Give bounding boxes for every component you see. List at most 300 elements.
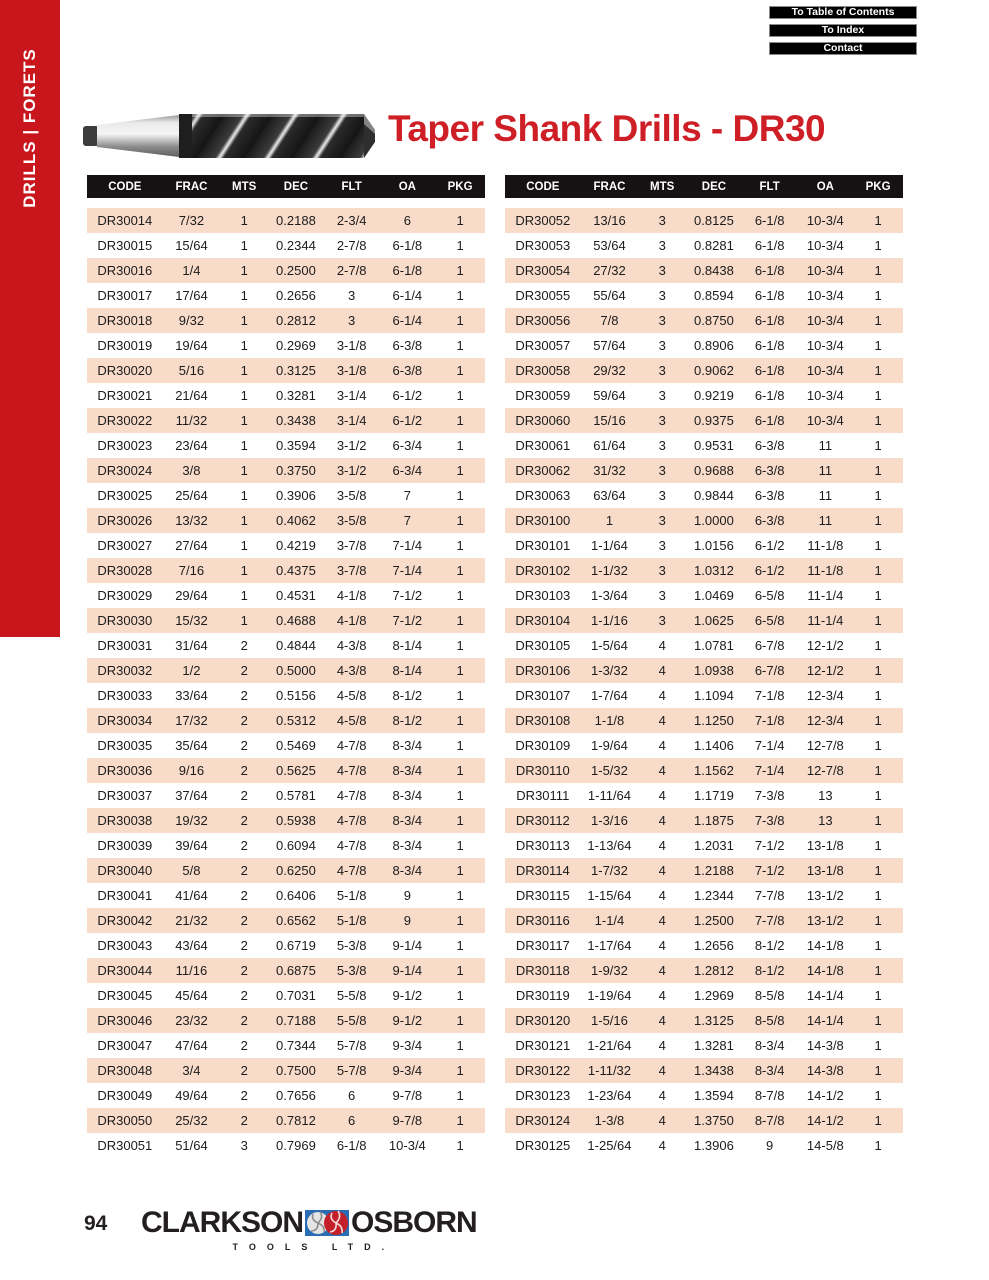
table-cell: 4 — [658, 913, 666, 928]
column-header-flt: FLT — [341, 180, 362, 193]
table-cell: DR30119 — [515, 988, 570, 1003]
table-cell: 2 — [240, 1038, 248, 1053]
column-header-code: CODE — [108, 180, 142, 193]
table-row — [505, 708, 903, 733]
column-header-dec: DEC — [283, 180, 309, 193]
table-cell: 6-7/8 — [754, 638, 785, 653]
table-cell: 4 — [658, 938, 666, 953]
table-cell: 3 — [658, 238, 666, 253]
table-cell: 0.6562 — [276, 913, 316, 928]
table-cell: 1 — [240, 513, 248, 528]
table-cell: 10-3/4 — [806, 388, 844, 403]
side-tab — [0, 0, 60, 637]
table-cell: 1.3594 — [694, 1088, 734, 1103]
table-cell: DR30113 — [515, 838, 570, 853]
table-cell: 0.4688 — [276, 613, 316, 628]
table-cell: 1 — [874, 1113, 882, 1128]
table-cell: 8-3/4 — [392, 738, 423, 753]
table-cell: 8-1/4 — [392, 638, 423, 653]
table-cell: 1-13/64 — [587, 838, 632, 853]
clarkson-osborn-logo-icon — [305, 1210, 349, 1236]
table-cell: 1 — [456, 563, 464, 578]
table-cell: 3-1/4 — [336, 413, 367, 428]
table-cell: DR30022 — [97, 413, 153, 428]
nav-button-index[interactable]: To Index — [769, 24, 917, 37]
table-cell: 6-1/8 — [754, 238, 785, 253]
table-cell: 0.5625 — [276, 763, 316, 778]
table-cell: 0.8438 — [694, 263, 734, 278]
table-cell: DR30123 — [515, 1088, 571, 1103]
table-cell: DR30106 — [515, 663, 571, 678]
table-cell: 1 — [874, 713, 882, 728]
table-cell: 13-1/2 — [806, 913, 844, 928]
table-cell: 1.3125 — [694, 1013, 734, 1028]
table-cell: 14-1/4 — [806, 1013, 844, 1028]
table-cell: 1-21/64 — [587, 1038, 632, 1053]
table-cell: 1 — [456, 213, 464, 228]
table-cell: 5-5/8 — [336, 988, 367, 1003]
table-cell: DR30043 — [97, 938, 153, 953]
table-cell: 14-1/8 — [806, 938, 844, 953]
table-cell: 1 — [874, 1063, 882, 1078]
table-cell: 0.5000 — [276, 663, 316, 678]
table-cell: 9-7/8 — [392, 1088, 423, 1103]
table-cell: DR30050 — [97, 1113, 153, 1128]
table-cell: 3 — [658, 438, 666, 453]
table-cell: 1 — [874, 313, 882, 328]
table-cell: 12-7/8 — [806, 738, 844, 753]
table-cell: 0.6719 — [276, 938, 316, 953]
table-row — [87, 533, 485, 558]
table-cell: 1-17/64 — [587, 938, 632, 953]
table-row — [505, 308, 903, 333]
table-cell: 6-1/2 — [754, 563, 785, 578]
table-cell: 49/64 — [175, 1088, 208, 1103]
table-cell: 1 — [456, 513, 464, 528]
table-cell: 0.6875 — [276, 963, 316, 978]
table-cell: DR30058 — [515, 363, 571, 378]
table-row — [505, 808, 903, 833]
table-cell: 4 — [658, 1088, 666, 1103]
table-cell: 14-1/2 — [806, 1088, 844, 1103]
table-cell: 0.4219 — [276, 538, 316, 553]
table-cell: 1 — [456, 238, 464, 253]
table-cell: 8-3/4 — [392, 788, 423, 803]
table-cell: 1.0469 — [694, 588, 734, 603]
table-cell: 10-3/4 — [806, 263, 844, 278]
table-cell: DR30061 — [515, 438, 571, 453]
table-row — [505, 383, 903, 408]
table-cell: 1 — [240, 438, 248, 453]
table-cell: DR30060 — [515, 413, 571, 428]
table-cell: 1 — [456, 888, 464, 903]
table-cell: 1.2969 — [694, 988, 734, 1003]
table-cell: 7-1/2 — [754, 838, 785, 853]
table-row — [505, 1058, 903, 1083]
column-header-code: CODE — [526, 180, 560, 193]
table-cell: 9-1/2 — [392, 988, 423, 1003]
table-cell: 3 — [658, 488, 666, 503]
table-cell: 7-7/8 — [754, 888, 785, 903]
table-cell: 4 — [658, 1038, 666, 1053]
table-cell: 61/64 — [593, 438, 626, 453]
table-cell: 10-3/4 — [806, 363, 844, 378]
table-cell: DR30115 — [515, 888, 570, 903]
table-cell: 27/32 — [593, 263, 626, 278]
table-cell: 2 — [240, 863, 248, 878]
table-cell: 4-7/8 — [336, 813, 367, 828]
table-cell: 1 — [874, 813, 882, 828]
table-cell: 7/16 — [178, 563, 205, 578]
table-cell: DR30121 — [515, 1038, 571, 1053]
table-cell: 1 — [240, 288, 248, 303]
table-cell: 1 — [240, 538, 248, 553]
table-cell: DR30055 — [515, 288, 571, 303]
table-row — [505, 483, 903, 508]
table-cell: 0.8125 — [694, 213, 734, 228]
table-cell: 7-1/4 — [392, 563, 423, 578]
table-cell: 0.6250 — [276, 863, 316, 878]
table-cell: 4 — [658, 838, 666, 853]
table-cell: 3 — [658, 563, 666, 578]
table-cell: 1.2031 — [694, 838, 734, 853]
table-cell: 8-3/4 — [754, 1038, 785, 1053]
table-cell: 0.7344 — [276, 1038, 316, 1053]
table-cell: 1 — [456, 863, 464, 878]
table-row — [87, 983, 485, 1008]
table-cell: 3 — [658, 463, 666, 478]
table-cell: 4 — [658, 988, 666, 1003]
table-cell: 1-25/64 — [587, 1138, 632, 1153]
table-cell: 6-3/8 — [754, 438, 785, 453]
table-cell: 9/32 — [178, 313, 205, 328]
table-cell: 1.0781 — [694, 638, 734, 653]
table-cell: 6-1/2 — [754, 538, 785, 553]
table-cell: 4 — [658, 1138, 666, 1153]
table-cell: DR30027 — [97, 538, 153, 553]
table-cell: 33/64 — [175, 688, 208, 703]
table-row — [87, 1108, 485, 1133]
table-cell: 0.5469 — [276, 738, 316, 753]
table-cell: 1 — [240, 338, 248, 353]
table-row — [505, 583, 903, 608]
brand-subtitle: TOOLS LTD. — [232, 1242, 396, 1252]
table-cell: 1 — [874, 688, 882, 703]
table-row — [505, 358, 903, 383]
table-cell: 7/32 — [178, 213, 205, 228]
table-row — [87, 283, 485, 308]
table-cell: DR30046 — [97, 1013, 153, 1028]
table-cell: 5-7/8 — [336, 1063, 367, 1078]
table-cell: DR30107 — [515, 688, 571, 703]
table-cell: 6 — [348, 1088, 356, 1103]
table-cell: 1.1719 — [694, 788, 734, 803]
table-cell: 4 — [658, 813, 666, 828]
table-row — [87, 408, 485, 433]
table-row — [505, 1133, 903, 1158]
table-row — [505, 933, 903, 958]
table-cell: DR30037 — [97, 788, 153, 803]
table-cell: 1 — [240, 613, 248, 628]
table-cell: 0.6094 — [276, 838, 316, 853]
table-cell: 3 — [348, 313, 356, 328]
table-cell: DR30040 — [97, 863, 153, 878]
table-cell: 1-19/64 — [587, 988, 632, 1003]
table-cell: 5-3/8 — [336, 938, 367, 953]
column-header-oa: OA — [398, 180, 416, 193]
table-cell: 0.8750 — [694, 313, 734, 328]
table-cell: 9-3/4 — [392, 1038, 423, 1053]
table-cell: 1 — [456, 638, 464, 653]
table-cell: 3-1/8 — [336, 363, 367, 378]
table-cell: 7-1/4 — [754, 738, 785, 753]
table-cell: 5-7/8 — [336, 1038, 367, 1053]
table-cell: 8-1/2 — [754, 938, 785, 953]
table-cell: DR30016 — [97, 263, 153, 278]
table-cell: 1 — [874, 413, 882, 428]
table-cell: 15/32 — [175, 613, 208, 628]
table-cell: 1 — [456, 1063, 464, 1078]
table-cell: 6-5/8 — [754, 613, 785, 628]
table-row — [87, 1133, 485, 1158]
table-cell: DR30045 — [97, 988, 153, 1003]
table-row — [87, 1033, 485, 1058]
table-cell: 1 — [456, 713, 464, 728]
table-cell: 0.9375 — [694, 413, 734, 428]
table-cell: 1 — [874, 738, 882, 753]
table-cell: 1-3/64 — [591, 588, 628, 603]
table-cell: 1 — [456, 663, 464, 678]
table-cell: 9-1/2 — [392, 1013, 423, 1028]
table-cell: 1 — [874, 838, 882, 853]
table-cell: 4 — [658, 888, 666, 903]
table-cell: 6-7/8 — [754, 663, 785, 678]
table-cell: 13-1/8 — [806, 838, 844, 853]
table-cell: 13-1/2 — [806, 888, 844, 903]
table-cell: 0.4062 — [276, 513, 316, 528]
table-cell: 1-5/64 — [591, 638, 628, 653]
table-cell: 8-3/4 — [392, 813, 423, 828]
table-cell: 2 — [240, 838, 248, 853]
column-header-frac: FRAC — [175, 180, 208, 193]
table-cell: 1 — [874, 938, 882, 953]
column-header-dec: DEC — [701, 180, 727, 193]
table-cell: 1-1/32 — [591, 563, 628, 578]
table-cell: 4-7/8 — [336, 763, 367, 778]
table-cell: DR30028 — [97, 563, 153, 578]
table-cell: 0.7188 — [276, 1013, 316, 1028]
table-cell: 8-1/2 — [392, 688, 423, 703]
table-cell: 7-3/8 — [754, 813, 785, 828]
table-cell: 11-1/8 — [807, 538, 844, 553]
table-cell: 1 — [456, 363, 464, 378]
table-row — [505, 558, 903, 583]
table-cell: 10-3/4 — [806, 313, 844, 328]
table-cell: 0.3281 — [276, 388, 316, 403]
table-cell: 1 — [456, 1113, 464, 1128]
table-cell: 6-3/8 — [754, 463, 785, 478]
table-cell: 8-7/8 — [754, 1088, 785, 1103]
table-cell: 5/16 — [178, 363, 205, 378]
table-cell: 10-3/4 — [806, 338, 844, 353]
table-cell: 1 — [456, 1088, 464, 1103]
table-cell: 0.8906 — [694, 338, 734, 353]
table-cell: DR30120 — [515, 1013, 571, 1028]
table-cell: 9 — [403, 888, 411, 903]
table-cell: 0.7500 — [276, 1063, 316, 1078]
table-cell: DR30032 — [97, 663, 153, 678]
table-cell: 1 — [456, 988, 464, 1003]
table-cell: 1 — [874, 588, 882, 603]
table-cell: 1 — [240, 388, 248, 403]
table-cell: 39/64 — [175, 838, 208, 853]
table-cell: 7-1/2 — [392, 613, 423, 628]
table-cell: 6-5/8 — [754, 588, 785, 603]
table-cell: 2 — [240, 1088, 248, 1103]
table-row — [505, 333, 903, 358]
table-cell: 1 — [874, 463, 882, 478]
table-cell: 3 — [658, 588, 666, 603]
table-row — [505, 958, 903, 983]
table-cell: 2 — [240, 713, 248, 728]
table-cell: 1 — [240, 588, 248, 603]
nav-button-contact[interactable]: Contact — [769, 42, 917, 55]
table-cell: 3 — [348, 288, 356, 303]
table-cell: 7-1/2 — [392, 588, 423, 603]
table-cell: DR30062 — [515, 463, 571, 478]
table-row — [87, 858, 485, 883]
table-row — [87, 433, 485, 458]
table-cell: 1.0156 — [694, 538, 734, 553]
table-row — [505, 408, 903, 433]
brand-name-left: CLARKSON — [141, 1206, 303, 1239]
table-cell: DR30054 — [515, 263, 571, 278]
table-cell: 14-3/8 — [806, 1038, 844, 1053]
table-cell: 27/64 — [175, 538, 208, 553]
table-row — [505, 758, 903, 783]
table-cell: 1-23/64 — [587, 1088, 632, 1103]
table-cell: 3-5/8 — [336, 488, 367, 503]
table-cell: 0.5938 — [276, 813, 316, 828]
table-cell: 1.2812 — [694, 963, 734, 978]
table-cell: 7-1/8 — [754, 713, 785, 728]
table-row — [505, 1083, 903, 1108]
table-cell: 3-1/8 — [336, 338, 367, 353]
table-cell: 1-3/32 — [591, 663, 628, 678]
table-cell: 0.9688 — [694, 463, 734, 478]
table-cell: 10-3/4 — [806, 238, 844, 253]
table-cell: 2 — [240, 1113, 248, 1128]
table-cell: 1 — [874, 1138, 882, 1153]
table-cell: 3-1/2 — [336, 463, 367, 478]
column-header-pkg: PKG — [447, 180, 473, 193]
table-cell: 13 — [818, 788, 833, 803]
table-cell: 1 — [874, 263, 882, 278]
table-cell: 1-1/4 — [594, 913, 625, 928]
table-body — [505, 208, 903, 1158]
table-cell: 0.9844 — [694, 488, 734, 503]
table-cell: 1-7/64 — [591, 688, 628, 703]
table-cell: DR30044 — [97, 963, 153, 978]
table-cell: 1 — [240, 313, 248, 328]
table-cell: 6 — [348, 1113, 356, 1128]
table-cell: 1 — [240, 213, 248, 228]
table-cell: 4 — [658, 863, 666, 878]
table-cell: 7/8 — [600, 313, 619, 328]
table-cell: 0.4844 — [276, 638, 316, 653]
table-cell: 4 — [658, 1013, 666, 1028]
table-cell: 4 — [658, 1113, 666, 1128]
table-cell: 6-1/2 — [392, 413, 423, 428]
table-row — [505, 683, 903, 708]
column-header-mts: MTS — [232, 180, 257, 193]
table-cell: 6-1/8 — [754, 363, 785, 378]
table-cell: 1 — [456, 963, 464, 978]
nav-button-table-of-contents[interactable]: To Table of Contents — [769, 6, 917, 19]
table-cell: DR30105 — [515, 638, 571, 653]
table-cell: 2-7/8 — [336, 238, 367, 253]
table-cell: 3 — [658, 613, 666, 628]
table-cell: 1.3438 — [694, 1063, 734, 1078]
table-cell: DR30030 — [97, 613, 153, 628]
page-title: Taper Shank Drills - DR30 — [388, 108, 826, 149]
table-cell: 2 — [240, 988, 248, 1003]
table-cell: 1 — [456, 1138, 464, 1153]
table-cell: 25/64 — [175, 488, 208, 503]
table-cell: DR30059 — [515, 388, 571, 403]
table-cell: 1-1/16 — [591, 613, 628, 628]
table-cell: 6-1/8 — [754, 288, 785, 303]
column-header-frac: FRAC — [593, 180, 626, 193]
table-cell: 2 — [240, 663, 248, 678]
table-cell: 8-3/4 — [754, 1063, 785, 1078]
table-cell: 8-3/4 — [392, 763, 423, 778]
table-cell: 4 — [658, 963, 666, 978]
table-row — [87, 583, 485, 608]
table-cell: 1 — [874, 538, 882, 553]
table-cell: 8-5/8 — [754, 1013, 785, 1028]
table-cell: DR30053 — [515, 238, 571, 253]
table-cell: 1 — [456, 613, 464, 628]
table-row — [87, 758, 485, 783]
table-cell: 31/32 — [593, 463, 626, 478]
table-cell: 1 — [456, 938, 464, 953]
drill-bit-image — [83, 110, 375, 164]
table-cell: DR30041 — [97, 888, 153, 903]
table-cell: 1.1875 — [694, 813, 734, 828]
table-cell: 1 — [456, 313, 464, 328]
table-cell: DR30039 — [97, 838, 153, 853]
table-cell: 2 — [240, 888, 248, 903]
table-cell: 1-7/32 — [591, 863, 628, 878]
table-cell: DR30052 — [515, 213, 571, 228]
table-cell: DR30023 — [97, 438, 153, 453]
table-cell: 23/32 — [175, 1013, 208, 1028]
table-cell: 1 — [874, 1038, 882, 1053]
table-cell: 4 — [658, 1063, 666, 1078]
table-cell: 0.4375 — [276, 563, 316, 578]
table-cell: 3-7/8 — [336, 563, 367, 578]
table-cell: 1 — [240, 488, 248, 503]
table-cell: DR30103 — [515, 588, 571, 603]
table-row — [87, 658, 485, 683]
table-row — [87, 258, 485, 283]
table-cell: 1 — [456, 688, 464, 703]
table-cell: 3-1/4 — [336, 388, 367, 403]
table-cell: 0.7969 — [276, 1138, 316, 1153]
table-cell: 1 — [874, 988, 882, 1003]
table-cell: DR30029 — [97, 588, 153, 603]
